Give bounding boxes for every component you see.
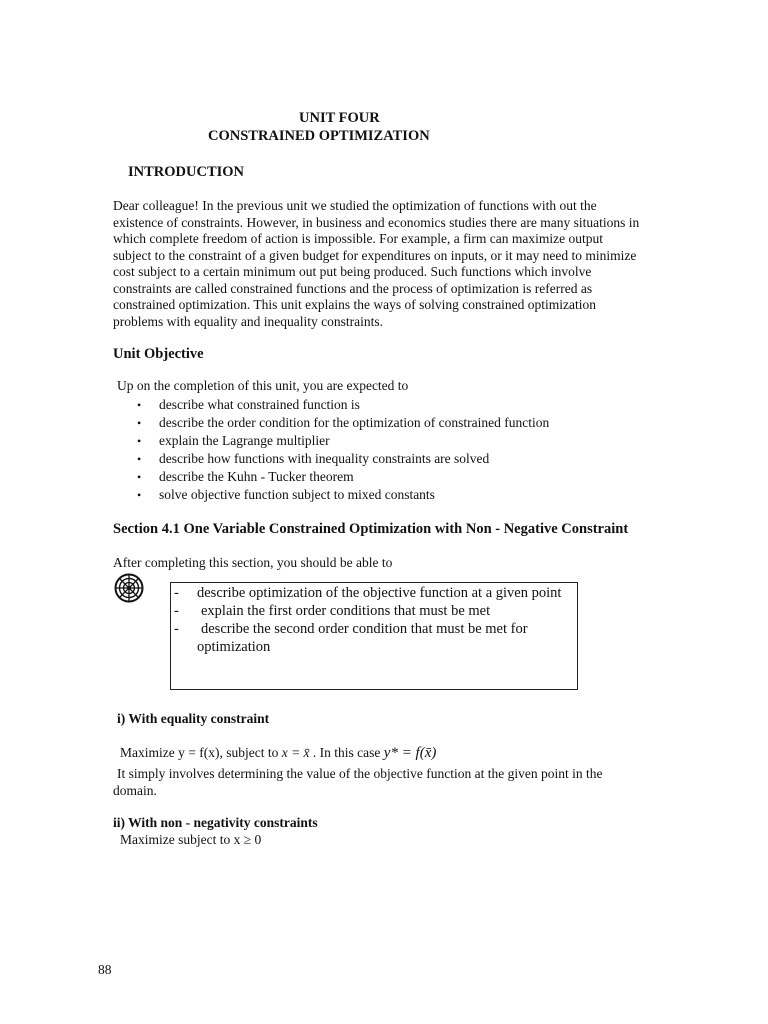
intro-line: constraints are called constrained functions and the process of optimization is referred as [113, 280, 593, 296]
equality-explanation-2: domain. [113, 783, 157, 798]
nonneg-heading: ii) With non - negativity constraints [113, 815, 318, 830]
intro-line: which complete freedom of action is impossible. For example, a firm can maximize output [113, 231, 603, 246]
list-item: • explain the Lagrange multiplier [137, 433, 330, 448]
bullet-icon: • [137, 398, 142, 412]
list-item: • describe how functions with inequality constraints are solved [137, 451, 490, 466]
intro-line: constrained optimization. This unit explains the ways of solving constrained optimization [113, 297, 597, 312]
bullet-icon: • [137, 470, 142, 484]
list-item: • describe the order condition for the optimization of constrained function [137, 415, 550, 430]
equality-heading: i) With equality constraint [117, 711, 270, 726]
spider-web-icon [114, 573, 144, 603]
result-formula: y* = f(x̄) [383, 745, 437, 761]
bullet-icon: • [137, 452, 142, 466]
objective-heading: Unit Objective [113, 346, 204, 362]
box-line-4: optimization [197, 639, 271, 655]
nonneg-statement: Maximize subject to x ≥ 0 [120, 832, 262, 847]
intro-line: subject to the constraint of a given budget for expenditures on inputs, or it may need to minimize [113, 247, 637, 263]
box-line-1: describe optimization of the objective function at a given point [197, 585, 562, 601]
intro-line: cost subject to a certain minimum out put being produced. Such functions which involve [113, 264, 592, 279]
page-number: 88 [98, 962, 112, 977]
box-dash: - [174, 621, 179, 637]
equality-statement [120, 745, 436, 762]
box-dash: - [174, 585, 179, 601]
intro-line: Dear colleague! In the previous unit we studied the optimization of functions with out the [113, 198, 597, 213]
intro-line: existence of constraints. However, in business and economics studies there are many situations in [113, 214, 640, 230]
unit-title: CONSTRAINED OPTIMIZATION [208, 128, 430, 144]
section-intro: After completing this section, you should be able to [113, 555, 393, 570]
bullet-icon: • [137, 416, 142, 430]
list-item: • solve objective function subject to mixed constants [137, 487, 435, 502]
box-dash: - [174, 603, 179, 619]
box-line-2: explain the first order conditions that must be met [201, 603, 491, 619]
bullet-icon: • [137, 434, 142, 448]
unit-label: UNIT FOUR [299, 110, 380, 126]
bullet-icon: • [137, 488, 142, 502]
box-line-3: describe the second order condition that must be met for [201, 621, 528, 637]
introduction-heading: INTRODUCTION [128, 164, 245, 180]
equality-explanation-1: It simply involves determining the value of the objective function at the given point in the [117, 766, 603, 781]
objective-intro: Up on the completion of this unit, you are expected to [117, 378, 409, 393]
list-item: • describe the Kuhn - Tucker theorem [137, 469, 354, 484]
maximize-text: Maximize y = f(x), subject to [120, 745, 282, 760]
in-this-case-text: . In this case [309, 745, 384, 760]
introduction-paragraph [113, 198, 658, 330]
constraint-formula: x = x̄ [281, 745, 310, 760]
objective-list [137, 396, 549, 504]
intro-line: problems with equality and inequality constraints. [113, 313, 383, 329]
section-heading: Section 4.1 One Variable Constrained Optimization with Non - Negative Constraint [113, 521, 629, 537]
list-item: • describe what constrained function is [137, 397, 360, 412]
section-objectives-box [170, 582, 578, 690]
